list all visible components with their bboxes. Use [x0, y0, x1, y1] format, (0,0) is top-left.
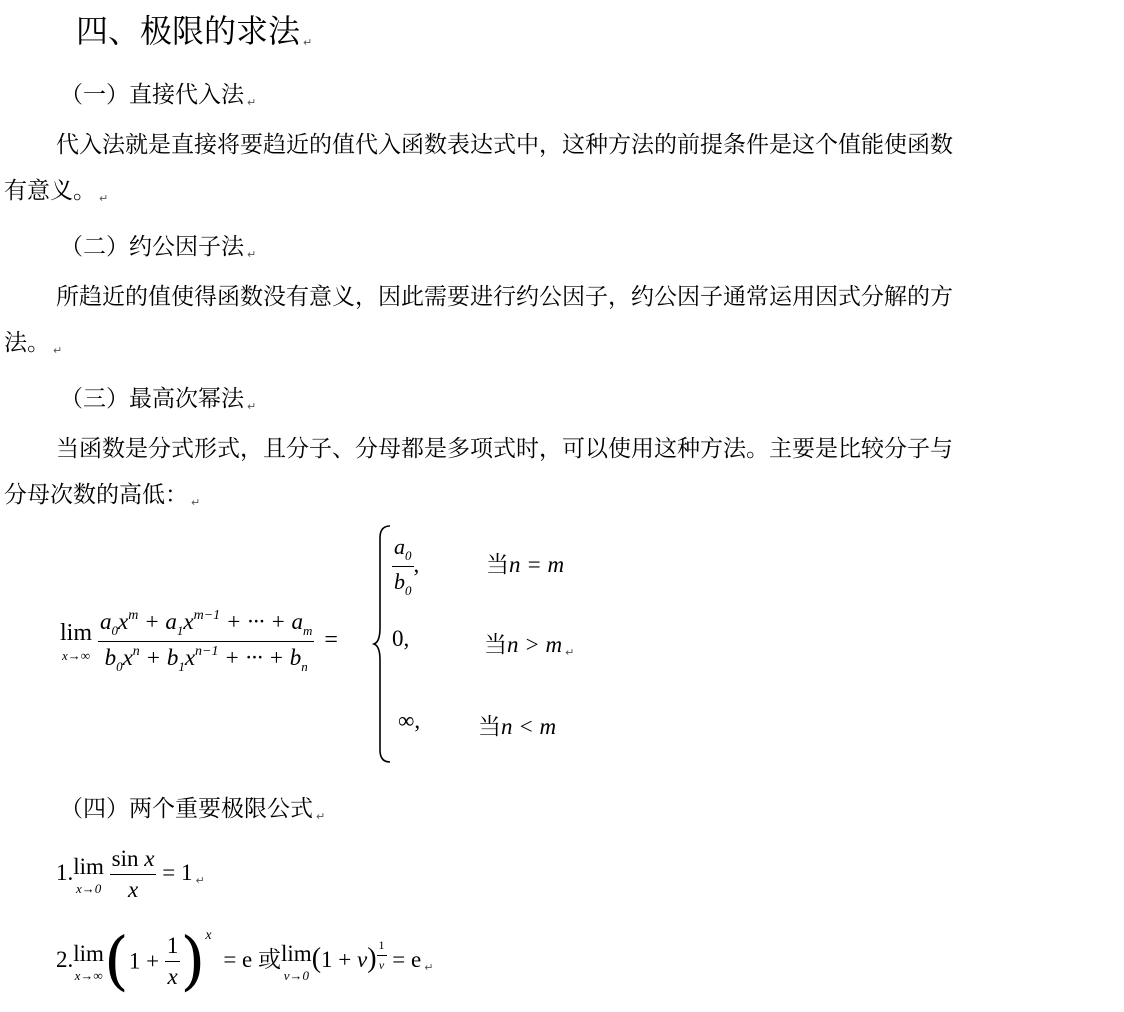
paragraph-mark-icon: ↵	[424, 961, 434, 974]
paragraph-line: 分母次数的高低：	[4, 482, 188, 508]
rational-fraction: $\frac{a_0x^m + a_1x^{m-1} + \cdot\cdot\cdot + a_m}{b_0x^n + b_1x^{n-1} + \cdot\cdot\cdot + b_n}$	[100, 608, 313, 674]
section-heading-4: （四）两个重要极限公式 ↵	[60, 796, 326, 823]
case-row-3-condition: 当n < m	[478, 714, 557, 739]
lim-operator: lim x→0	[73, 853, 104, 896]
important-limit-2: 2. lim x→∞ (1 + $\frac{1}{x}$ )$^x$ = e 或 lim v→0 (1 + v) $\frac{1}{v}$ = e ↵	[56, 924, 434, 999]
lim-operator: lim x→∞	[60, 620, 93, 663]
paragraph-mark-icon: ↵	[191, 496, 201, 509]
important-limit-1: 1. lim x→0 $\frac{\text{sin x}}{x}$ = 1 ↵	[56, 846, 205, 902]
section-heading-2: （二）约公因子法 ↵	[60, 234, 257, 261]
paragraph-line: 所趋近的值使得函数没有意义，因此需要进行约公因子，约公因子通常运用因式分解的方	[56, 284, 953, 310]
paragraph-mark-icon: ↵	[247, 248, 257, 261]
paragraph-mark-icon: ↵	[247, 400, 257, 413]
case-row-2-value: 0,	[392, 626, 410, 651]
paragraph-mark-icon: ↵	[303, 36, 313, 49]
page-title: 四、极限的求法 ↵	[76, 12, 313, 50]
paragraph-line: 有意义。	[4, 178, 96, 204]
sinx-over-x-fraction: $\frac{\text{sin x}}{x}$	[111, 846, 155, 902]
lim-operator: lim v→0	[281, 940, 312, 983]
paragraph-mark-icon: ↵	[99, 192, 109, 205]
limit-formula-lhs: lim x→∞ $\frac{a_0x^m + a_1x^{m-1} + \cdot\cdot\cdot + a_m}{b_0x^n + b_1x^{n-1} + \cdot\cdot\cdot + b_n}$ =	[60, 608, 338, 674]
case-row-1-value: $\frac{a_0}{b_0}$ ,	[394, 534, 420, 598]
paragraph-mark-icon: ↵	[565, 646, 575, 659]
paragraph-line: 当函数是分式形式，且分子、分母都是多项式时，可以使用这种方法。主要是比较分子与	[56, 436, 953, 462]
lim-operator: lim x→∞	[73, 940, 104, 983]
section-heading-1: （一）直接代入法 ↵	[60, 82, 257, 109]
case-row-2-condition: 当n > m ↵	[484, 632, 575, 659]
case-row-1-condition: 当n = m	[486, 552, 565, 577]
paragraph-mark-icon: ↵	[53, 344, 63, 357]
left-brace-icon	[372, 524, 394, 764]
paragraph-mark-icon: ↵	[247, 96, 257, 109]
paragraph-line: 法。	[4, 330, 50, 356]
section-paragraph-2	[4, 274, 1114, 374]
paragraph-line: 代入法就是直接将要趋近的值代入函数表达式中，这种方法的前提条件是这个值能使函数	[56, 132, 953, 158]
paragraph-mark-icon: ↵	[195, 873, 205, 887]
section-paragraph-3	[4, 426, 1114, 526]
paragraph-mark-icon: ↵	[316, 810, 326, 823]
section-paragraph-1	[4, 122, 1114, 222]
section-heading-3: （三）最高次幂法 ↵	[60, 386, 257, 413]
case-row-3-value: ∞,	[398, 708, 421, 733]
